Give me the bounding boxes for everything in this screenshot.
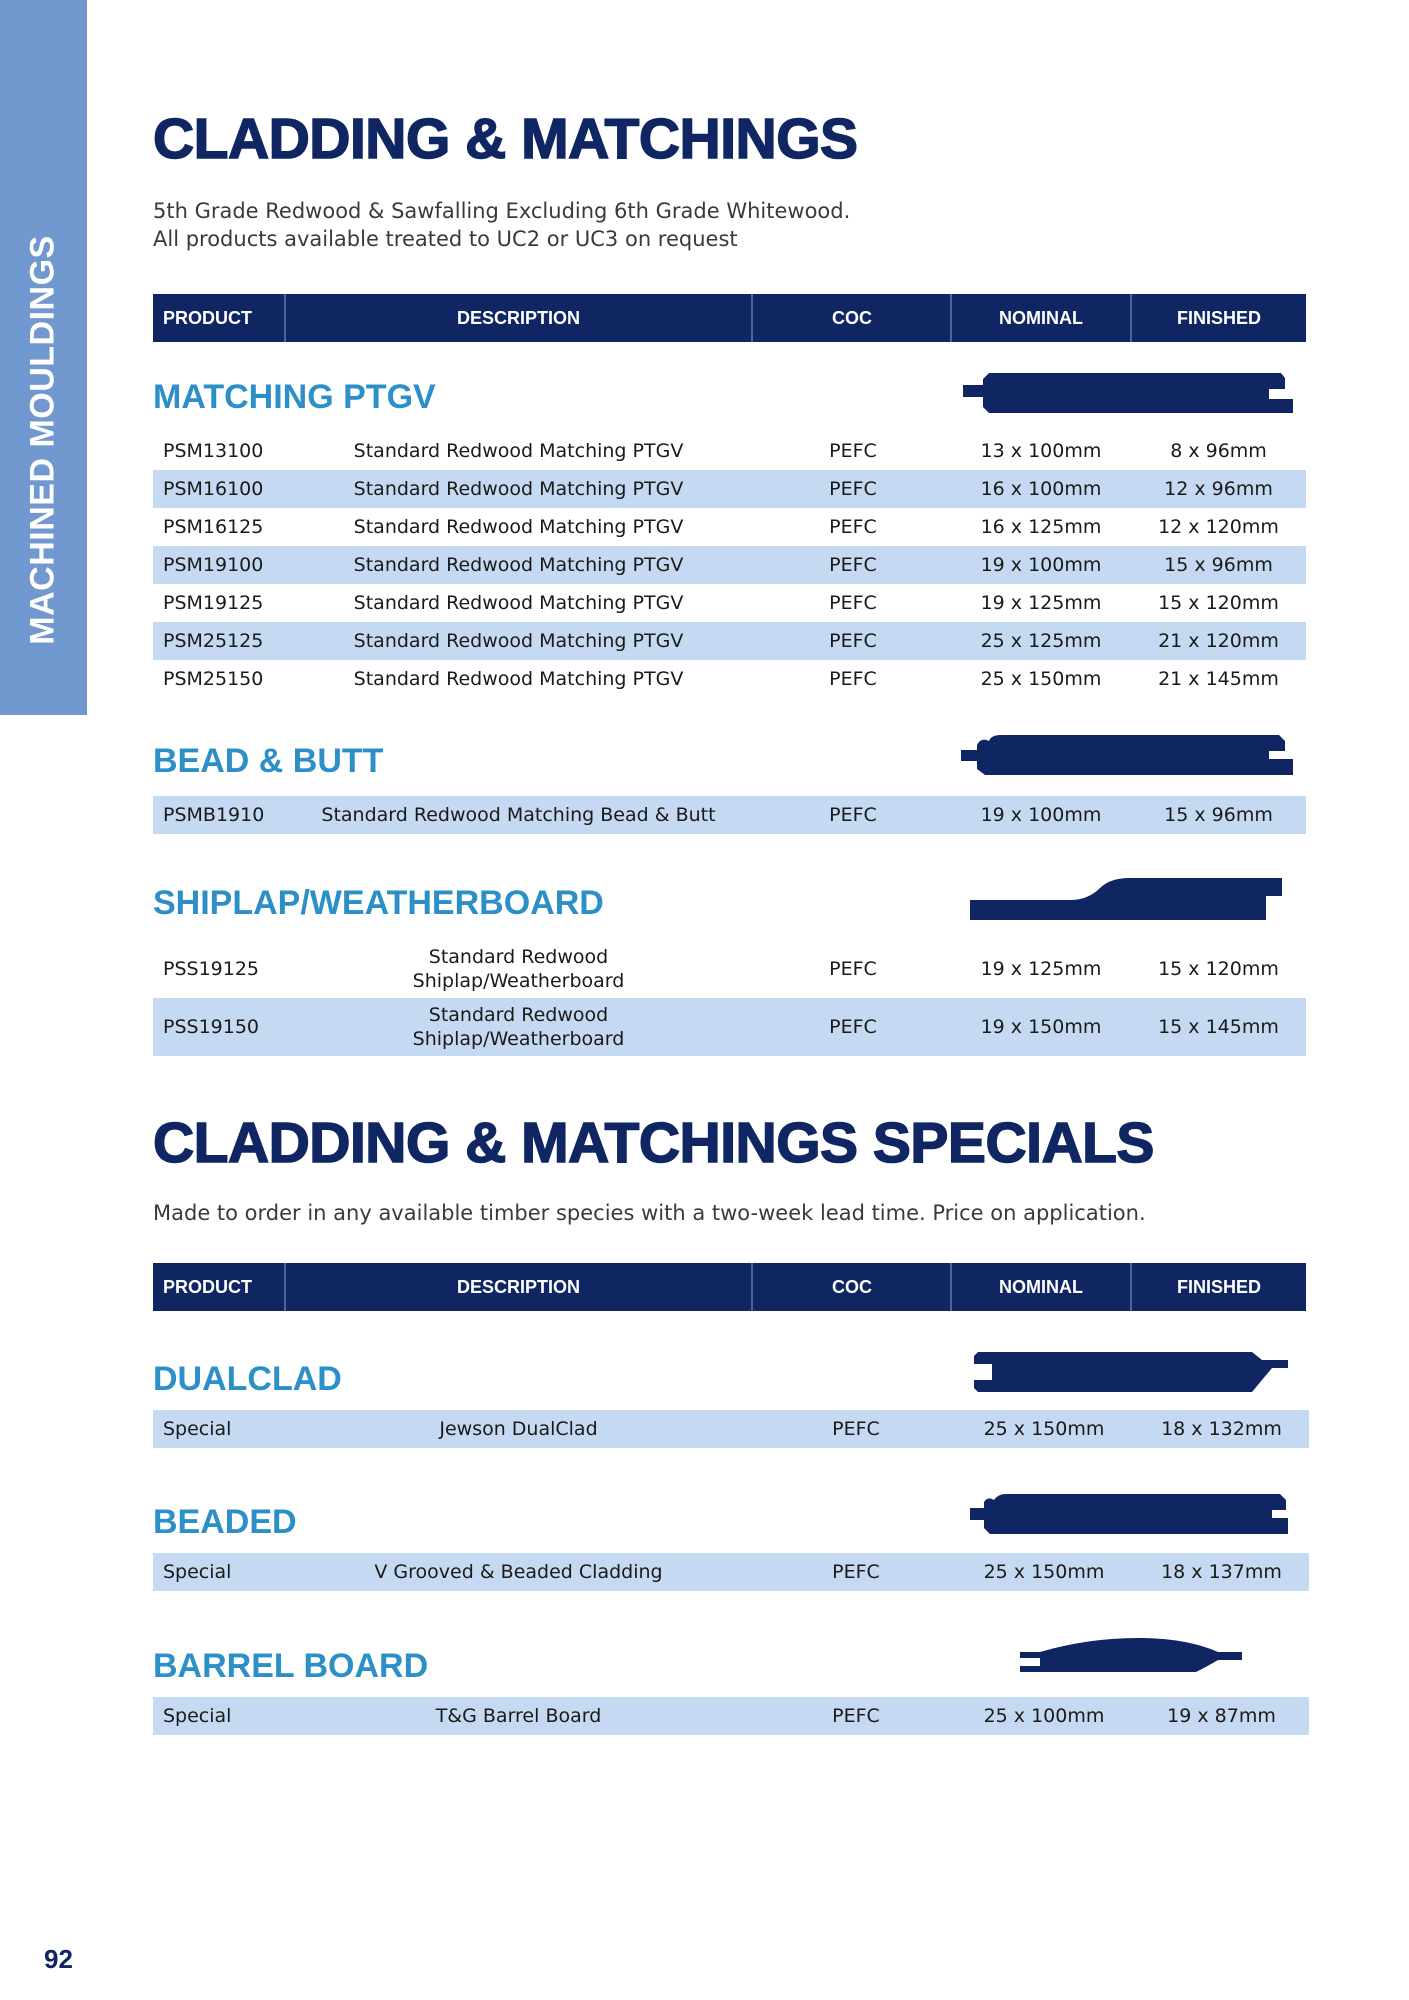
cell-coc: PEFC (832, 1418, 880, 1440)
cell-description: Standard Redwood Matching PTGV (353, 592, 684, 614)
header-coc: COC (832, 1277, 872, 1297)
cell-product: PSM19125 (163, 592, 264, 614)
table-header (153, 294, 1306, 342)
cell-product: PSM16100 (163, 478, 264, 500)
cell-coc: PEFC (832, 1705, 880, 1727)
cell-finished: 18 x 132mm (1161, 1418, 1282, 1440)
bead-butt-profile-icon (961, 733, 1295, 777)
cell-product: PSS19150 (163, 1016, 260, 1038)
cell-coc: PEFC (829, 804, 877, 826)
header-product: PRODUCT (163, 308, 252, 328)
table-row (153, 1553, 1309, 1591)
cell-coc: PEFC (829, 1016, 877, 1038)
cell-nominal: 13 x 100mm (980, 440, 1102, 462)
section-title-barrel-board: BARREL BOARD (153, 1647, 429, 1685)
table-row (153, 470, 1306, 508)
barrel-board-profile-icon (1018, 1632, 1244, 1680)
section-title-beaded: BEADED (153, 1503, 297, 1541)
cell-product: PSS19125 (163, 958, 260, 980)
cell-coc: PEFC (829, 516, 877, 538)
cell-description: Standard Redwood Matching PTGV (353, 630, 684, 652)
cell-finished: 15 x 145mm (1158, 1016, 1279, 1038)
cell-coc: PEFC (829, 668, 877, 690)
cell-coc: PEFC (832, 1561, 880, 1583)
cell-nominal: 25 x 125mm (980, 630, 1102, 652)
cell-description-line-1: Standard Redwood (428, 1004, 609, 1026)
header-description: DESCRIPTION (456, 1277, 580, 1297)
cell-coc: PEFC (829, 958, 877, 980)
cell-finished: 15 x 120mm (1158, 592, 1279, 614)
page-number: 92 (44, 1944, 73, 1974)
section-title-matching-ptgv: MATCHING PTGV (153, 378, 436, 416)
cell-nominal: 19 x 100mm (980, 804, 1102, 826)
intro-line-2: All products available treated to UC2 or UC3 on request (153, 227, 738, 251)
specials-intro-text: Made to order in any available timber species with a two-week lead time. Price on application. (153, 1201, 1146, 1225)
cell-nominal: 25 x 100mm (983, 1705, 1105, 1727)
cell-description: V Grooved & Beaded Cladding (374, 1561, 663, 1583)
cell-finished: 12 x 96mm (1164, 478, 1273, 500)
cell-nominal: 19 x 125mm (980, 592, 1102, 614)
shiplap-profile-icon (970, 874, 1286, 922)
header-coc: COC (832, 308, 872, 328)
intro-text (153, 197, 850, 253)
specials-table-header (153, 1263, 1306, 1311)
header-finished: FINISHED (1176, 1277, 1261, 1297)
cell-description: Standard Redwood Matching Bead & Butt (321, 804, 716, 826)
cell-product: PSM25125 (163, 630, 264, 652)
table-row (153, 796, 1306, 834)
cell-coc: PEFC (829, 554, 877, 576)
header-description: DESCRIPTION (456, 308, 580, 328)
side-tab-label: MACHINED MOULDINGS (23, 235, 62, 645)
table-row (153, 660, 1306, 698)
cell-nominal: 19 x 125mm (980, 958, 1102, 980)
ptgv-profile-icon (963, 371, 1295, 415)
cell-description (286, 940, 751, 998)
cell-description (286, 998, 751, 1056)
cell-nominal: 25 x 150mm (983, 1561, 1105, 1583)
cell-description: Jewson DualClad (439, 1418, 598, 1440)
cell-description-line-1: Standard Redwood (428, 946, 609, 968)
cell-nominal: 16 x 125mm (980, 516, 1102, 538)
specials-intro (153, 1199, 1146, 1227)
beaded-profile-icon (970, 1492, 1290, 1536)
cell-finished: 18 x 137mm (1161, 1561, 1282, 1583)
cell-nominal: 19 x 100mm (980, 554, 1102, 576)
cell-finished: 21 x 145mm (1158, 668, 1279, 690)
intro-line-1: 5th Grade Redwood & Sawfalling Excluding 6th Grade Whitewood. (153, 199, 851, 223)
header-product: PRODUCT (163, 1277, 252, 1297)
table-row (153, 940, 1306, 998)
cell-description: T&G Barrel Board (435, 1705, 602, 1727)
table-row (153, 1697, 1309, 1735)
header-nominal: NOMINAL (999, 1277, 1083, 1297)
cell-coc: PEFC (829, 630, 877, 652)
header-nominal: NOMINAL (999, 308, 1083, 328)
cell-finished: 15 x 120mm (1158, 958, 1279, 980)
section-title-shiplap: SHIPLAP/WEATHERBOARD (153, 884, 604, 922)
side-tab (0, 0, 87, 715)
table-row (153, 508, 1306, 546)
section-title-bead-butt: BEAD & BUTT (153, 742, 384, 780)
table-row (153, 1410, 1309, 1448)
cell-product: PSMB1910 (163, 804, 265, 826)
header-finished: FINISHED (1176, 308, 1261, 328)
cell-finished: 15 x 96mm (1164, 554, 1273, 576)
cell-coc: PEFC (829, 592, 877, 614)
cell-product: PSM25150 (163, 668, 264, 690)
cell-product: PSM19100 (163, 554, 264, 576)
cell-product: Special (163, 1705, 232, 1727)
cell-description: Standard Redwood Matching PTGV (353, 516, 684, 538)
table-row (153, 622, 1306, 660)
cell-product: Special (163, 1561, 232, 1583)
cell-finished: 15 x 96mm (1164, 804, 1273, 826)
table-row (153, 432, 1306, 470)
table-row (153, 998, 1306, 1056)
dualclad-profile-icon (972, 1350, 1290, 1394)
cell-product: Special (163, 1418, 232, 1440)
cell-description: Standard Redwood Matching PTGV (353, 478, 684, 500)
cell-product: PSM16125 (163, 516, 264, 538)
cell-nominal: 19 x 150mm (980, 1016, 1102, 1038)
table-row (153, 584, 1306, 622)
cell-coc: PEFC (829, 478, 877, 500)
section-title-dualclad: DUALCLAD (153, 1360, 342, 1398)
cell-description: Standard Redwood Matching PTGV (353, 554, 684, 576)
cell-finished: 19 x 87mm (1167, 1705, 1276, 1727)
cell-description-line-2: Shiplap/Weatherboard (412, 1028, 625, 1050)
cell-product: PSM13100 (163, 440, 264, 462)
cell-finished: 12 x 120mm (1158, 516, 1279, 538)
cell-description: Standard Redwood Matching PTGV (353, 440, 684, 462)
cell-finished: 8 x 96mm (1170, 440, 1267, 462)
cell-coc: PEFC (829, 440, 877, 462)
specials-title: CLADDING & MATCHINGS SPECIALS (153, 1111, 1154, 1175)
cell-finished: 21 x 120mm (1158, 630, 1279, 652)
page-title: CLADDING & MATCHINGS (153, 107, 858, 171)
cell-nominal: 25 x 150mm (980, 668, 1102, 690)
table-row (153, 546, 1306, 584)
cell-description: Standard Redwood Matching PTGV (353, 668, 684, 690)
cell-nominal: 16 x 100mm (980, 478, 1102, 500)
cell-nominal: 25 x 150mm (983, 1418, 1105, 1440)
cell-description-line-2: Shiplap/Weatherboard (412, 970, 625, 992)
